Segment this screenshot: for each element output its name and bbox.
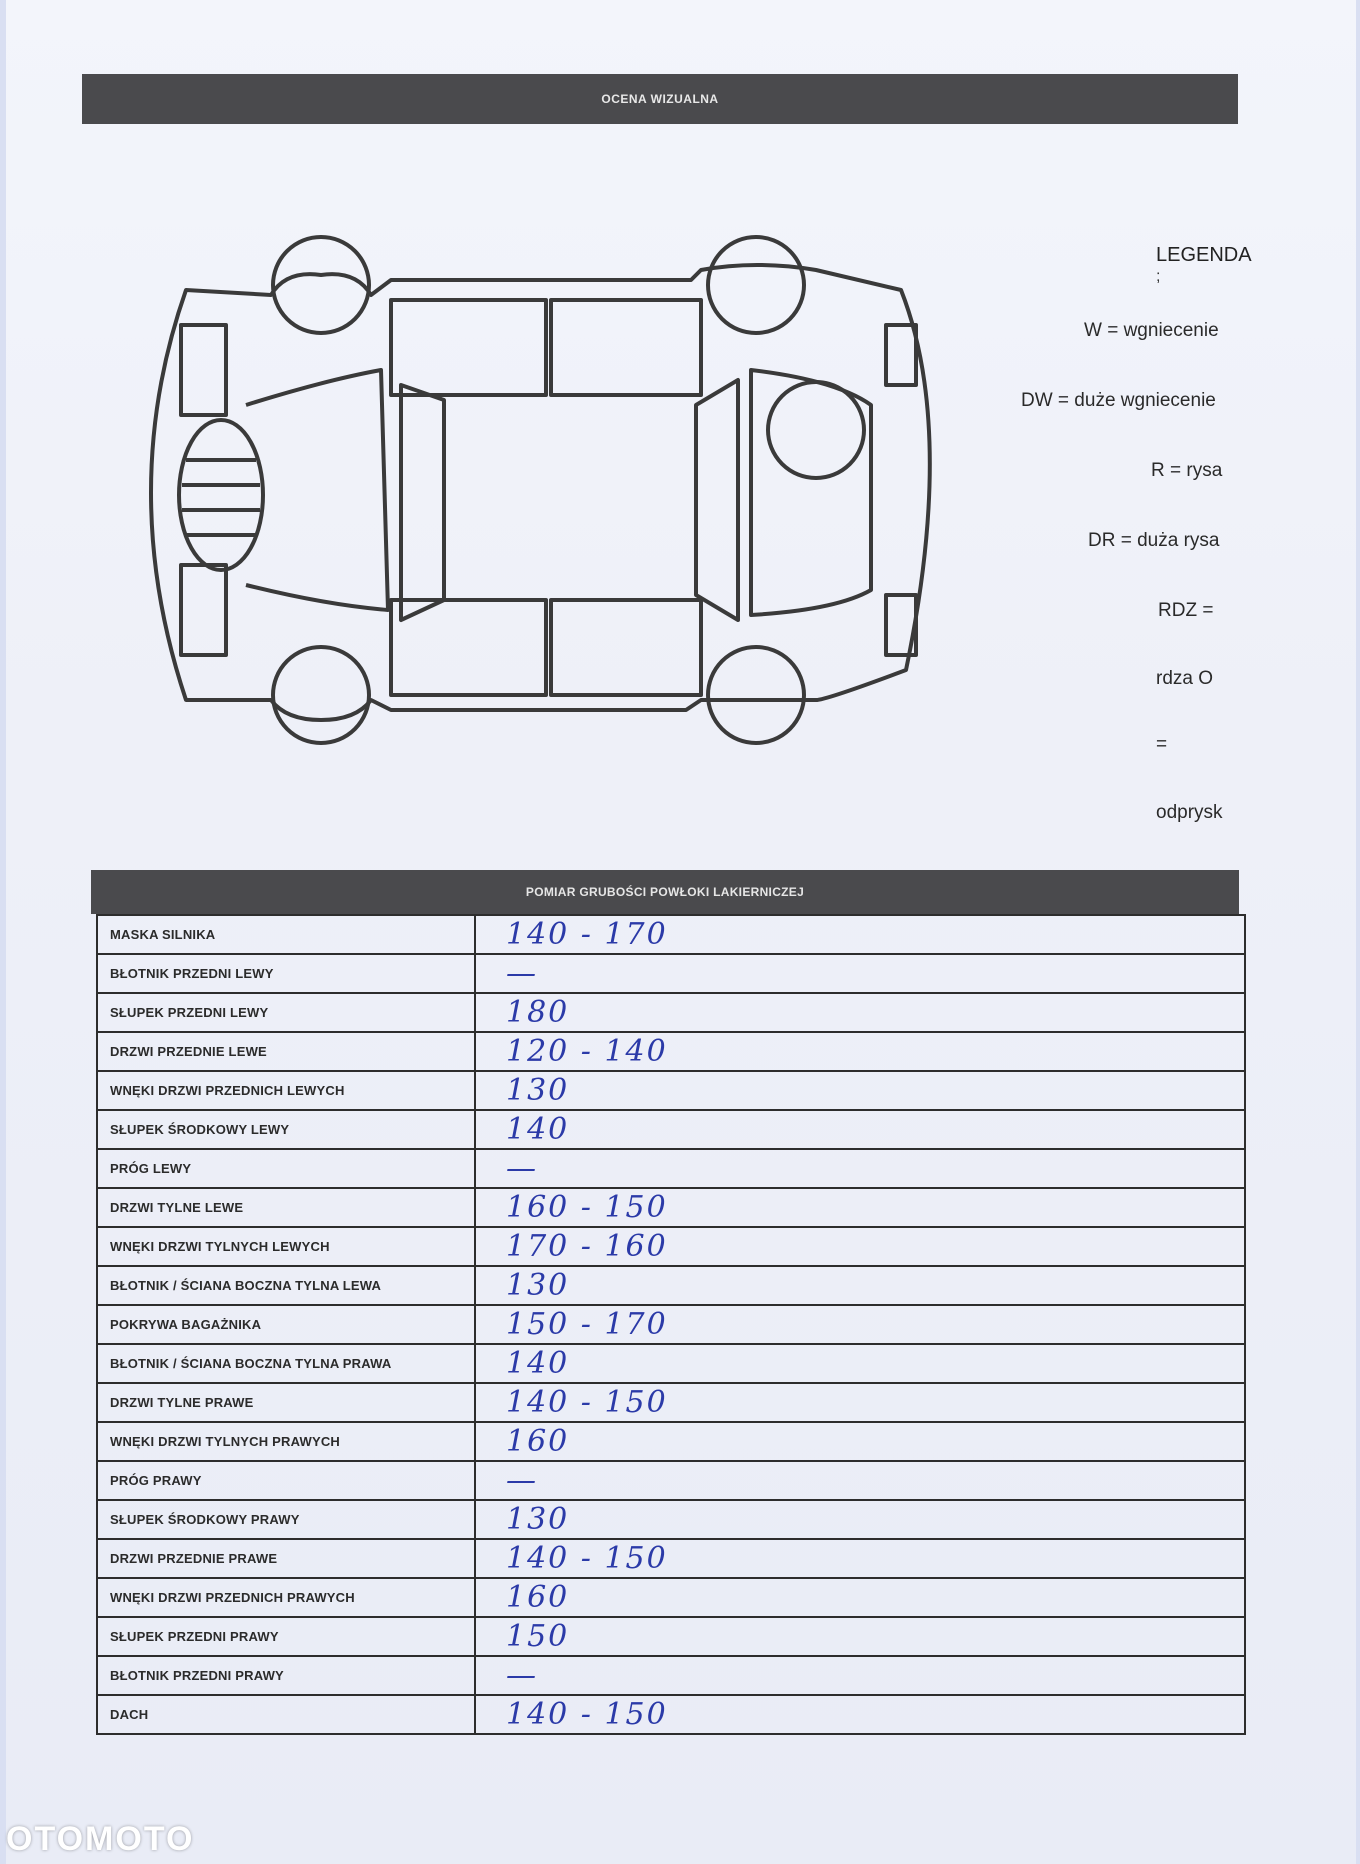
legend-item-dr: DR = duża rysa bbox=[1088, 530, 1220, 551]
part-name: BŁOTNIK / ŚCIANA BOCZNA TYLNA PRAWA bbox=[97, 1344, 475, 1383]
front-grille bbox=[179, 420, 263, 570]
table-row bbox=[97, 1071, 1245, 1110]
table-row bbox=[97, 915, 1245, 954]
windshield bbox=[401, 385, 444, 620]
rear-window bbox=[696, 380, 738, 620]
legend-item-w: W = wgniecenie bbox=[1084, 320, 1219, 341]
table-row bbox=[97, 1695, 1245, 1734]
part-name: MASKA SILNIKA bbox=[97, 915, 475, 954]
part-name: SŁUPEK ŚRODKOWY PRAWY bbox=[97, 1500, 475, 1539]
legend-item-rdz: RDZ = bbox=[1158, 600, 1214, 621]
legend-item-equals: = bbox=[1156, 734, 1168, 755]
table-row bbox=[97, 1149, 1245, 1188]
part-name: DRZWI TYLNE PRAWE bbox=[97, 1383, 475, 1422]
part-name: DRZWI PRZEDNIE LEWE bbox=[97, 1032, 475, 1071]
table-row bbox=[97, 1539, 1245, 1578]
part-name: SŁUPEK PRZEDNI PRAWY bbox=[97, 1617, 475, 1656]
thickness-value: 160 bbox=[475, 1578, 1245, 1617]
thickness-value: 150 - 170 bbox=[475, 1305, 1245, 1344]
taillight-top bbox=[886, 325, 916, 385]
part-name: DACH bbox=[97, 1695, 475, 1734]
table-row bbox=[97, 1188, 1245, 1227]
table-row bbox=[97, 1305, 1245, 1344]
part-name: POKRYWA BAGAŻNIKA bbox=[97, 1305, 475, 1344]
visual-assessment-header: OCENA WIZUALNA bbox=[82, 74, 1238, 124]
thickness-value: 140 - 150 bbox=[475, 1383, 1245, 1422]
thickness-value: — bbox=[475, 1656, 1245, 1695]
wheel-rear-bottom bbox=[708, 647, 804, 743]
table-row bbox=[97, 1032, 1245, 1071]
thickness-value: 150 bbox=[475, 1617, 1245, 1656]
trunk bbox=[751, 370, 871, 615]
legend-item-rdza: rdza O bbox=[1156, 668, 1214, 689]
thickness-value: 170 - 160 bbox=[475, 1227, 1245, 1266]
part-name: WNĘKI DRZWI PRZEDNICH LEWYCH bbox=[97, 1071, 475, 1110]
wheel-front-top bbox=[273, 237, 369, 333]
part-name: DRZWI PRZEDNIE PRAWE bbox=[97, 1539, 475, 1578]
table-row bbox=[97, 954, 1245, 993]
hood bbox=[246, 370, 388, 610]
thickness-value: 160 - 150 bbox=[475, 1188, 1245, 1227]
part-name: SŁUPEK PRZEDNI LEWY bbox=[97, 993, 475, 1032]
thickness-value: 130 bbox=[475, 1500, 1245, 1539]
car-body-outline bbox=[151, 265, 930, 720]
table-row bbox=[97, 1422, 1245, 1461]
thickness-value: — bbox=[475, 954, 1245, 993]
door-rear-bottom bbox=[551, 600, 701, 695]
thickness-value: 140 bbox=[475, 1110, 1245, 1149]
part-name: WNĘKI DRZWI PRZEDNICH PRAWYCH bbox=[97, 1578, 475, 1617]
part-name: SŁUPEK ŚRODKOWY LEWY bbox=[97, 1110, 475, 1149]
thickness-value: 140 - 170 bbox=[475, 915, 1245, 954]
thickness-value: 140 bbox=[475, 1344, 1245, 1383]
table-row bbox=[97, 1344, 1245, 1383]
table-row bbox=[97, 1383, 1245, 1422]
part-name: BŁOTNIK / ŚCIANA BOCZNA TYLNA LEWA bbox=[97, 1266, 475, 1305]
paint-thickness-table bbox=[96, 914, 1246, 1735]
thickness-value: 130 bbox=[475, 1266, 1245, 1305]
thickness-value: 140 - 150 bbox=[475, 1539, 1245, 1578]
table-row bbox=[97, 1617, 1245, 1656]
table-row bbox=[97, 1227, 1245, 1266]
part-name: BŁOTNIK PRZEDNI LEWY bbox=[97, 954, 475, 993]
thickness-value: 120 - 140 bbox=[475, 1032, 1245, 1071]
part-name: PRÓG PRAWY bbox=[97, 1461, 475, 1500]
table-row bbox=[97, 1656, 1245, 1695]
thickness-value: 180 bbox=[475, 993, 1245, 1032]
paint-thickness-header: POMIAR GRUBOŚCI POWŁOKI LAKIERNICZEJ bbox=[91, 870, 1239, 914]
spare-wheel bbox=[768, 382, 864, 478]
wheel-rear-top bbox=[708, 237, 804, 333]
document-sheet bbox=[6, 0, 1356, 1864]
thickness-value: 130 bbox=[475, 1071, 1245, 1110]
part-name: WNĘKI DRZWI TYLNYCH PRAWYCH bbox=[97, 1422, 475, 1461]
table-row bbox=[97, 1461, 1245, 1500]
part-name: BŁOTNIK PRZEDNI PRAWY bbox=[97, 1656, 475, 1695]
legend-title: LEGENDA bbox=[1156, 244, 1252, 266]
table-row bbox=[97, 1578, 1245, 1617]
table-row bbox=[97, 1500, 1245, 1539]
part-name: PRÓG LEWY bbox=[97, 1149, 475, 1188]
part-name: DRZWI TYLNE LEWE bbox=[97, 1188, 475, 1227]
thickness-value: 160 bbox=[475, 1422, 1245, 1461]
part-name: WNĘKI DRZWI TYLNYCH LEWYCH bbox=[97, 1227, 475, 1266]
door-front-top bbox=[391, 300, 546, 395]
legend-item-odprysk: odprysk bbox=[1156, 802, 1223, 823]
table-row bbox=[97, 1266, 1245, 1305]
otomoto-watermark: OTOMOTO bbox=[6, 1820, 195, 1858]
thickness-value: — bbox=[475, 1149, 1245, 1188]
thickness-value: 140 - 150 bbox=[475, 1695, 1245, 1734]
legend-item-dw: DW = duże wgniecenie bbox=[1021, 390, 1216, 411]
table-row bbox=[97, 993, 1245, 1032]
legend-separator: ; bbox=[1156, 268, 1161, 285]
headlight-top bbox=[181, 325, 226, 415]
legend-item-r: R = rysa bbox=[1151, 460, 1223, 481]
wheel-front-bottom bbox=[273, 647, 369, 743]
thickness-value: — bbox=[475, 1461, 1245, 1500]
car-diagram bbox=[126, 230, 976, 760]
table-row bbox=[97, 1110, 1245, 1149]
headlight-bottom bbox=[181, 565, 226, 655]
door-rear-top bbox=[551, 300, 701, 395]
